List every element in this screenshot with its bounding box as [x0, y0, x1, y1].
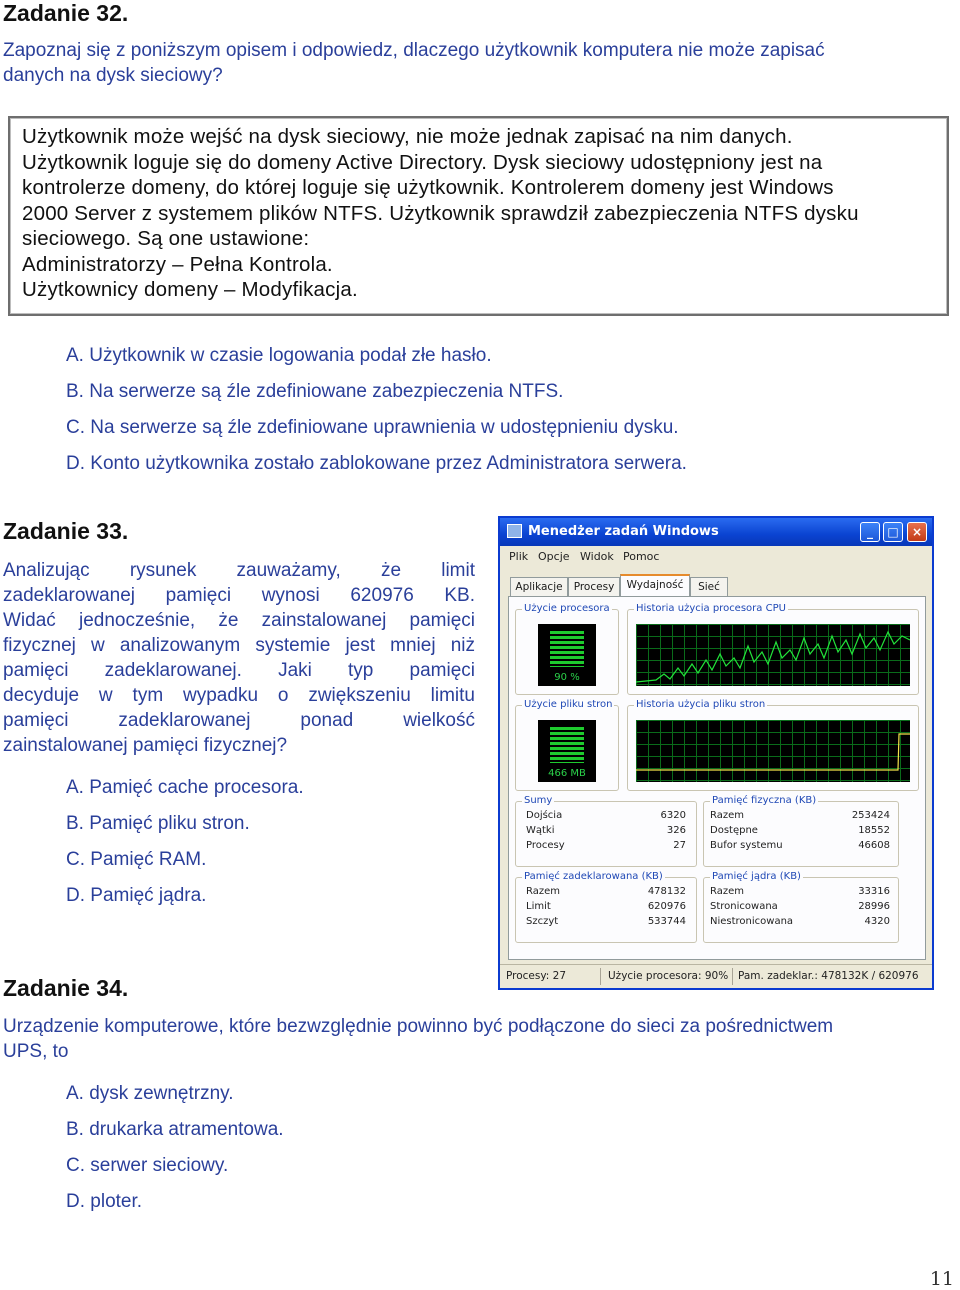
tab-strip: [510, 574, 930, 596]
totals-title: Sumy: [524, 795, 553, 806]
tab-network[interactable]: Sieć: [690, 577, 728, 596]
kernel-memory-group: [703, 871, 899, 943]
stat-row: Razem 478132: [526, 886, 686, 897]
status-bar: [500, 964, 932, 989]
status-commit: Pam. zadeklar.: 478132K / 620976: [738, 970, 919, 982]
question-line: Widać jednocześnie, że zainstalowanej pamięci: [3, 610, 475, 631]
question-line: decyduje w tym wypadku o zwiększeniu limitu: [3, 685, 475, 706]
physical-memory-group: [703, 795, 899, 867]
menu-help[interactable]: Pomoc: [623, 550, 660, 563]
box-line: sieciowego. Są one ustawione:: [22, 227, 310, 250]
answer-c: C. Na serwerze są źle zdefiniowane uprawnienia w udostępnieniu dysku.: [66, 417, 679, 438]
close-button[interactable]: ×: [907, 522, 927, 542]
question-line: fizycznej w analizowanym systemie jest mniej niż: [3, 635, 475, 656]
tab-applications[interactable]: Aplikacje: [510, 577, 568, 596]
task-32-question: [3, 38, 958, 88]
pagefile-history-title: Historia użycia pliku stron: [636, 699, 766, 710]
menu-options[interactable]: Opcje: [538, 550, 570, 563]
pagefile-usage-group: [515, 699, 619, 791]
answer-d: D. Konto użytkownika zostało zablokowane przez Administratora serwera.: [66, 453, 687, 474]
task-33-heading: Zadanie 33.: [3, 518, 129, 544]
stat-row: Limit 620976: [526, 901, 686, 912]
task-manager-icon: [507, 524, 522, 538]
pagefile-history-graph: [636, 720, 910, 782]
question-line: zainstalowanej pamięci fizycznej?: [3, 735, 288, 756]
cpu-usage-gauge: [538, 624, 596, 686]
stat-row: Razem 33316: [710, 886, 890, 897]
pagefile-usage-value: 466 MB: [548, 768, 586, 779]
status-processes: Procesy: 27: [506, 970, 567, 982]
stat-row: Dostępne 18552: [710, 825, 890, 836]
totals-group: [515, 795, 697, 867]
box-line: Użytkownicy domeny – Modyfikacja.: [22, 278, 358, 301]
performance-panel: [508, 596, 926, 960]
cpu-usage-title: Użycie procesora: [524, 603, 610, 614]
stat-row: Dojścia 6320: [526, 810, 686, 821]
answer-a: A. Pamięć cache procesora.: [66, 777, 304, 798]
menu-bar: [500, 547, 932, 567]
answer-d: D. Pamięć jądra.: [66, 885, 207, 906]
cpu-history-title: Historia użycia procesora CPU: [636, 603, 786, 614]
kernel-memory-title: Pamięć jądra (KB): [712, 871, 801, 882]
task-32-answers: [66, 338, 687, 482]
menu-view[interactable]: Widok: [580, 550, 614, 563]
answer-a: A. dysk zewnętrzny.: [66, 1083, 234, 1104]
stat-row: Stronicowana 28996: [710, 901, 890, 912]
cpu-usage-group: [515, 603, 619, 695]
box-line: Użytkownik loguje się do domeny Active Directory. Dysk sieciowy udostępniony jest na: [22, 150, 823, 174]
pagefile-history-group: [627, 699, 919, 791]
question-line: Urządzenie komputerowe, które bezwzględnie powinno być podłączone do sieci za pośrednictwem: [3, 1016, 834, 1037]
task-manager-window: [498, 516, 934, 990]
minimize-button[interactable]: _: [860, 522, 880, 542]
status-cpu: Użycie procesora: 90%: [608, 970, 729, 982]
stat-row: Niestronicowana 4320: [710, 916, 890, 927]
maximize-button[interactable]: □: [883, 522, 903, 542]
task-32-heading: Zadanie 32.: [3, 0, 129, 26]
answer-b: B. drukarka atramentowa.: [66, 1119, 284, 1140]
question-line: Analizując rysunek zauważamy, że limit: [3, 560, 475, 581]
task-34-answers: [66, 1076, 284, 1220]
physical-memory-title: Pamięć fizyczna (KB): [712, 795, 817, 806]
task-33-question: [3, 558, 475, 758]
stat-row: Bufor systemu 46608: [710, 840, 890, 851]
pagefile-usage-gauge: [538, 720, 596, 782]
question-line: zadeklarowanej pamięci wynosi 620976 KB.: [3, 585, 475, 606]
question-line: UPS, to: [3, 1041, 69, 1062]
cpu-usage-value: 90 %: [554, 672, 580, 683]
box-line: kontrolerze domeny, do której loguje się użytkownik. Kontrolerem domeny jest Windows: [22, 176, 834, 199]
task-34-heading: Zadanie 34.: [3, 975, 129, 1001]
pagefile-usage-title: Użycie pliku stron: [524, 699, 613, 710]
answer-b: B. Na serwerze są źle zdefiniowane zabezpieczenia NTFS.: [66, 381, 564, 402]
tab-performance[interactable]: Wydajność: [620, 574, 690, 597]
answer-d: D. ploter.: [66, 1191, 143, 1212]
answer-b: B. Pamięć pliku stron.: [66, 813, 250, 834]
window-title: Menedżer zadań Windows: [528, 524, 719, 539]
stat-row: Wątki 326: [526, 825, 686, 836]
question-line: pamięci zadeklarowanej ponad wielkość: [3, 710, 475, 731]
pagefile-history-line: [636, 720, 910, 782]
box-line: 2000 Server z systemem plików NTFS. Użytkownik sprawdził zabezpieczenia NTFS dysku: [22, 201, 859, 225]
answer-c: C. Pamięć RAM.: [66, 849, 207, 870]
commit-charge-group: [515, 871, 697, 943]
box-line: Użytkownik może wejść na dysk sieciowy, nie może jednak zapisać na nim danych.: [22, 125, 793, 148]
task-33-answers: [66, 770, 304, 914]
commit-charge-title: Pamięć zadeklarowana (KB): [524, 871, 663, 882]
question-line: Zapoznaj się z poniższym opisem i odpowiedz, dlaczego użytkownik komputera nie może zapisać: [3, 40, 825, 61]
cpu-history-group: [627, 603, 919, 695]
stat-row: Szczyt 533744: [526, 916, 686, 927]
box-line: Administratorzy – Pełna Kontrola.: [22, 252, 333, 276]
task-34-question: [3, 1014, 958, 1064]
question-line: pamięci zadeklarowanej. Jaki typ pamięci: [3, 660, 475, 681]
title-bar: [500, 518, 932, 546]
menu-file[interactable]: Plik: [509, 550, 529, 563]
page-number: 11: [929, 1268, 954, 1290]
answer-a: A. Użytkownik w czasie logowania podał złe hasło.: [66, 345, 492, 366]
tab-processes[interactable]: Procesy: [568, 577, 620, 596]
cpu-history-graph: [636, 624, 910, 686]
task-32-description-box: [8, 116, 949, 316]
stat-row: Procesy 27: [526, 840, 686, 851]
question-line: danych na dysk sieciowy?: [3, 65, 223, 86]
cpu-history-line: [636, 624, 910, 686]
answer-c: C. serwer sieciowy.: [66, 1155, 229, 1176]
stat-row: Razem 253424: [710, 810, 890, 821]
